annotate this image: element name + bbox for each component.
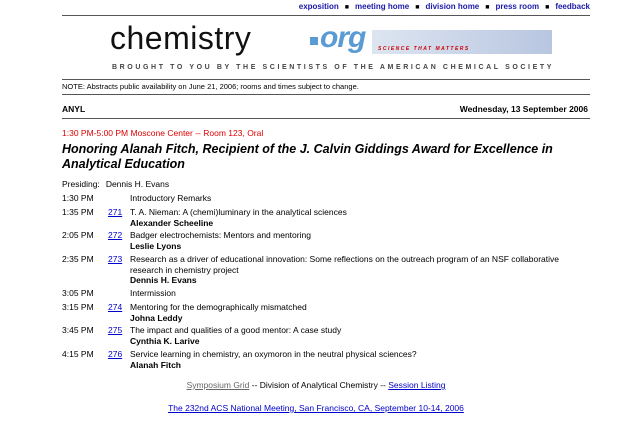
schedule-time: 3:05 PM	[62, 288, 94, 298]
nav-separator: ■	[545, 4, 550, 11]
division-text: -- Division of Analytical Chemistry --	[249, 380, 389, 390]
logo-word: chemistry	[110, 20, 252, 56]
schedule-time: 2:05 PM	[62, 230, 94, 240]
nav-press-room-link[interactable]: press room	[495, 2, 540, 11]
top-nav-items	[299, 2, 590, 11]
schedule-time: 3:15 PM	[62, 302, 94, 312]
symposium-grid-link[interactable]: Symposium Grid	[186, 380, 250, 390]
paper-author: Johna Leddy	[130, 312, 183, 323]
schedule-description: Intermission	[130, 288, 176, 298]
paper-title: The impact and qualities of a good mentor: A case study	[130, 325, 342, 335]
logo-tagline: SCIENCE THAT MATTERS	[378, 46, 470, 52]
paper-title: T. A. Nieman: A (chemi)luminary in the analytical sciences	[130, 207, 347, 217]
session-date: Wednesday, 13 September 2006	[459, 104, 588, 114]
paper-author: Leslie Lyons	[130, 240, 182, 251]
nav-separator: ■	[485, 4, 490, 11]
presiding-line	[62, 179, 169, 189]
acs-subline: BROUGHT TO YOU BY THE SCIENTISTS OF THE AMERICAN CHEMICAL SOCIETY	[111, 64, 555, 71]
schedule-time: 1:35 PM	[62, 207, 94, 217]
logo-org: org	[320, 21, 366, 54]
schedule-description	[130, 230, 590, 251]
schedule-description	[130, 325, 590, 346]
divider	[62, 15, 590, 16]
presiding-name: Dennis H. Evans	[105, 179, 170, 189]
nav-exposition-link[interactable]: exposition	[298, 2, 339, 11]
paper-title: Badger electrochemists: Mentors and mentoring	[130, 230, 311, 240]
nav-division-home-link[interactable]: division home	[425, 2, 480, 11]
nav-separator: ■	[415, 4, 420, 11]
paper-author: Cynthia K. Larive	[130, 335, 200, 346]
session-title: Honoring Alanah Fitch, Recipient of the J. Calvin Giddings Award for Excellence in Analytical Education	[62, 142, 553, 171]
schedule-time: 4:15 PM	[62, 349, 94, 359]
paper-author: Alexander Scheeline	[130, 217, 214, 228]
abstract-link[interactable]: 273	[108, 254, 123, 264]
divider	[62, 94, 590, 95]
paper-title: Service learning in chemistry, an oxymoron in the neutral physical sciences?	[130, 349, 417, 359]
logo-dot	[310, 37, 318, 45]
schedule-description	[130, 254, 590, 286]
abstract-link[interactable]: 276	[108, 349, 123, 359]
schedule-time: 3:45 PM	[62, 325, 94, 335]
availability-note: NOTE: Abstracts public availability on June 21, 2006; rooms and times subject to change.	[62, 82, 359, 91]
footer-meeting	[0, 403, 632, 413]
paper-author: Alanah Fitch	[130, 359, 182, 370]
abstract-link[interactable]: 275	[108, 325, 123, 335]
session-time-location: 1:30 PM-5:00 PM Moscone Center -- Room 123, Oral	[62, 128, 264, 138]
chemistry-org-logo[interactable]	[110, 20, 556, 58]
schedule-time: 1:30 PM	[62, 193, 94, 203]
schedule-description: Introductory Remarks	[130, 193, 212, 203]
meeting-link[interactable]: The 232nd ACS National Meeting, San Francisco, CA, September 10-14, 2006	[168, 403, 464, 413]
session-code: ANYL	[62, 104, 86, 114]
nav-meeting-home-link[interactable]: meeting home	[355, 2, 410, 11]
abstract-link[interactable]: 274	[108, 302, 123, 312]
top-navigation	[0, 2, 632, 14]
footer-nav	[0, 380, 632, 390]
paper-title: Mentoring for the demographically mismatched	[130, 302, 307, 312]
divider	[62, 118, 590, 119]
presiding-label: Presiding:	[62, 179, 100, 189]
session-listing-link[interactable]: Session Listing	[388, 380, 446, 390]
nav-separator: ■	[344, 4, 349, 11]
paper-author: Dennis H. Evans	[130, 275, 197, 285]
paper-title: Research as a driver of educational innovation: Some reflections on the outreach program of an NSF collaborative research in chemistry project	[130, 254, 560, 275]
divider	[62, 79, 590, 80]
schedule-description	[130, 302, 590, 323]
abstract-link[interactable]: 272	[108, 230, 123, 240]
schedule-description	[130, 207, 590, 228]
nav-feedback-link[interactable]: feedback	[555, 2, 590, 11]
abstract-link[interactable]: 271	[108, 207, 123, 217]
schedule-time: 2:35 PM	[62, 254, 94, 264]
schedule-description	[130, 349, 590, 370]
